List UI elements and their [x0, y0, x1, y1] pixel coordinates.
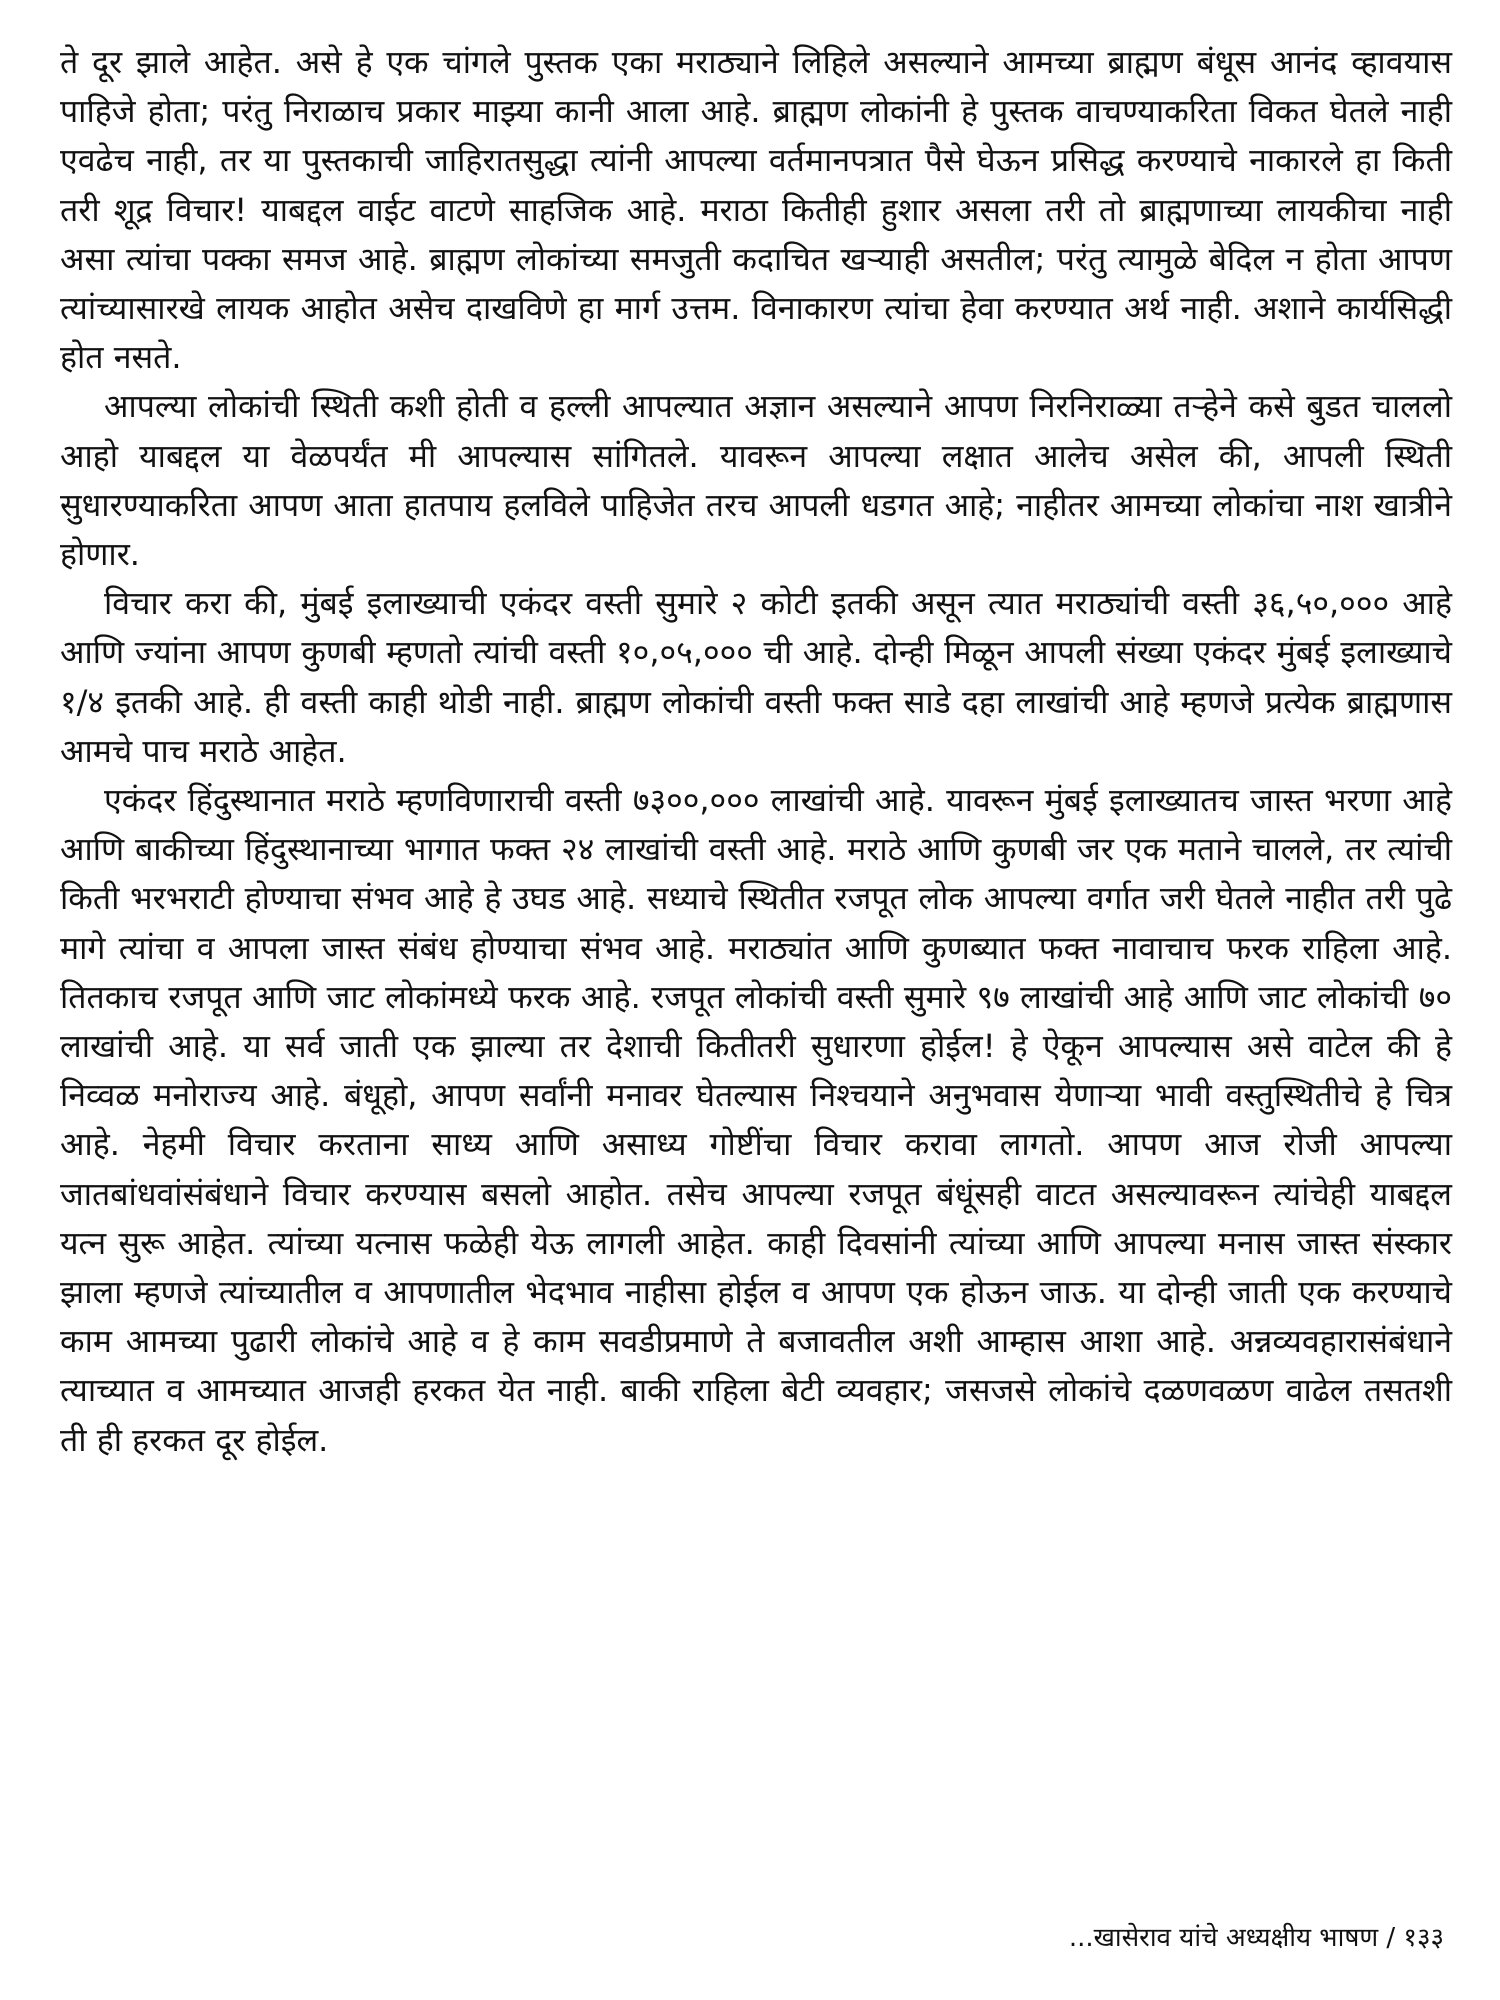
- paragraph-unity: एकंदर हिंदुस्थानात मराठे म्हणविणाराची वस्ती ७३००,००० लाखांची आहे. यावरून मुंबई इलाख्यातच जास्त भरणा आहे आणि बाकीच्या हिंदुस्थानाच्या भागात फक्त २४ लाखांची वस्ती आहे. मराठे आणि कुणबी जर एक मताने चालले, तर त्यांची किती भरभराटी होण्याचा संभव आहे हे उघड आहे. सध्याचे स्थितीत रजपूत लोक आपल्या वर्गात जरी घेतले नाहीत तरी पुढे मागे त्यांचा व आपला जास्त संबंध होण्याचा संभव आहे. मराठ्यांत आणि कुणब्यात फक्त नावाचाच फरक राहिला आहे. तितकाच रजपूत आणि जाट लोकांमध्ये फरक आहे. रजपूत लोकांची वस्ती सुमारे ९७ लाखांची आहे आणि जाट लोकांची ७० लाखांची आहे. या सर्व जाती एक झाल्या तर देशाची कितीतरी सुधारणा होईल! हे ऐकून आपल्यास असे वाटेल की हे निव्वळ मनोराज्य आहे. बंधूहो, आपण सर्वांनी मनावर घेतल्यास निश्चयाने अनुभवास येणाऱ्या भावी वस्तुस्थितीचे हे चित्र आहे. नेहमी विचार करताना साध्य आणि असाध्य गोष्टींचा विचार करावा लागतो. आपण आज रोजी आपल्या जातबांधवांसंबंधाने विचार करण्यास बसलो आहोत. तसेच आपल्या रजपूत बंधूंसही वाटत असल्यावरून त्यांचेही याबद्दल यत्न सुरू आहेत. त्यांच्या यत्नास फळेही येऊ लागली आहेत. काही दिवसांनी त्यांच्या आणि आपल्या मनास जास्त संस्कार झाला म्हणजे त्यांच्यातील व आपणातील भेदभाव नाहीसा होईल व आपण एक होऊन जाऊ. या दोन्ही जाती एक करण्याचे काम आमच्या पुढारी लोकांचे आहे व हे काम सवडीप्रमाणे ते बजावतील अशी आम्हास आशा आहे. अन्नव्यवहारासंबंधाने त्याच्यात व आमच्यात आजही हरकत येत नाही. बाकी राहिला बेटी व्यवहार; जसजसे लोकांचे दळणवळण वाढेल तसतशी ती ही हरकत दूर होईल.: [60, 781, 1452, 1459]
- paragraph-continuation: ते दूर झाले आहेत. असे हे एक चांगले पुस्तक एका मराठ्याने लिहिले असल्याने आमच्या ब्राह्मण बंधूस आनंद व्हावयास पाहिजे होता; परंतु निराळाच प्रकार माझ्या कानी आला आहे. ब्राह्मण लोकांनी हे पुस्तक वाचण्याकरिता विकत घेतले नाही एवढेच नाही, तर या पुस्तकाची जाहिरातसुद्धा त्यांनी आपल्या वर्तमानपत्रात पैसे घेऊन प्रसिद्ध करण्याचे नाकारले हा किती तरी शूद्र विचार! याबद्दल वाईट वाटणे साहजिक आहे. मराठा कितीही हुशार असला तरी तो ब्राह्मणाच्या लायकीचा नाही असा त्यांचा पक्का समज आहे. ब्राह्मण लोकांच्या समजुती कदाचित खऱ्याही असतील; परंतु त्यामुळे बेदिल न होता आपण त्यांच्यासारखे लायक आहोत असेच दाखविणे हा मार्ग उत्तम. विनाकारण त्यांचा हेवा करण्यात अर्थ नाही. अशाने कार्यसिद्धी होत नसते.: [60, 43, 1452, 377]
- page-footer: ...खासेराव यांचे अध्यक्षीय भाषण / १३३: [1068, 1923, 1444, 1953]
- paragraph-condition: आपल्या लोकांची स्थिती कशी होती व हल्ली आपल्यात अज्ञान असल्याने आपण निरनिराळ्या तऱ्हेने कसे बुडत चाललो आहो याबद्दल या वेळपर्यंत मी आपल्यास सांगितले. यावरून आपल्या लक्षात आलेच असेल की, आपली स्थिती सुधारण्याकरिता आपण आता हातपाय हलविले पाहिजेत तरच आपली धडगत आहे; नाहीतर आमच्या लोकांचा नाश खात्रीने होणार.: [60, 387, 1452, 574]
- paragraph-population: विचार करा की, मुंबई इलाख्याची एकंदर वस्ती सुमारे २ कोटी इतकी असून त्यात मराठ्यांची वस्ती ३६,५०,००० आहे आणि ज्यांना आपण कुणबी म्हणतो त्यांची वस्ती १०,०५,००० ची आहे. दोन्ही मिळून आपली संख्या एकंदर मुंबई इलाख्याचे १/४ इतकी आहे. ही वस्ती काही थोडी नाही. ब्राह्मण लोकांची वस्ती फक्त साडे दहा लाखांची आहे म्हणजे प्रत्येक ब्राह्मणास आमचे पाच मराठे आहेत.: [60, 584, 1452, 770]
- page-body: [60, 38, 1452, 1465]
